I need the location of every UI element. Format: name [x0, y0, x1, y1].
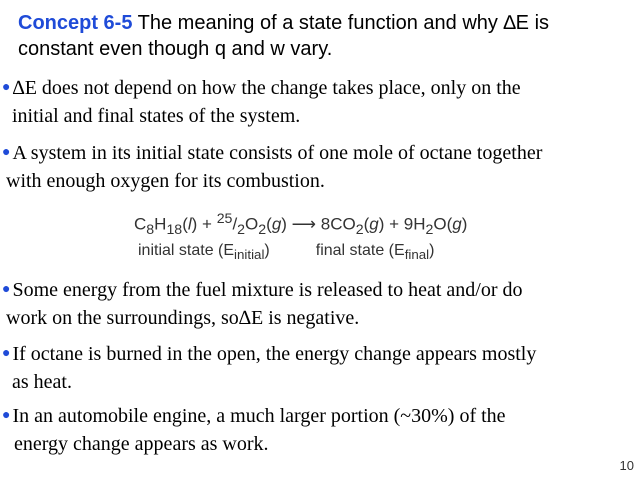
bullet-4 — [2, 340, 632, 396]
bullet-1-line1: ∆E does not depend on how the change takes place, only on the — [12, 77, 521, 99]
bullet-1-line2: initial and final states of the system. — [12, 105, 301, 127]
bullet-3-line1: Some energy from the fuel mixture is released to heat and/or do — [12, 279, 523, 301]
bullet-dot-icon: ● — [2, 80, 11, 95]
combustion-equation: $C_8H_{18}(l) + ^{25}/_2O_2(g)$ ⟶ $8CO_2(g) + 9H_2O(g)$ — [134, 211, 468, 239]
bullet-5 — [2, 402, 632, 458]
initial-state-label: initial state (E — [138, 242, 235, 259]
bullet-1 — [2, 74, 632, 130]
concept-label: Concept 6-5 — [18, 12, 133, 34]
bullet-dot-icon: ● — [2, 346, 11, 361]
title-text: The meaning of a state function and why ∆E is constant even though q and w vary. — [18, 12, 550, 60]
bullet-dot-icon: ● — [2, 145, 11, 160]
bullet-2 — [2, 139, 632, 195]
equation-state-labels: initial state $(E_{initial})$ final state $(E_{final})$ — [138, 242, 435, 263]
slide-title — [18, 10, 628, 62]
bullet-3-line2: work on the surroundings, so∆E is negative. — [6, 307, 360, 329]
bullet-2-line2: with enough oxygen for its combustion. — [6, 170, 325, 192]
bullet-4-line2: as heat. — [12, 371, 72, 393]
bullet-dot-icon: ● — [2, 408, 11, 423]
bullet-dot-icon: ● — [2, 282, 11, 297]
bullet-2-line1: A system in its initial state consists of one mole of octane together — [12, 142, 543, 164]
bullet-4-line1: If octane is burned in the open, the energy change appears mostly — [12, 343, 537, 365]
bullet-5-line1: In an automobile engine, a much larger portion (~30%) of the — [12, 405, 506, 427]
bullet-3 — [2, 276, 632, 332]
bullet-5-line2: energy change appears as work. — [14, 433, 269, 455]
slide-number: 10 — [619, 458, 634, 473]
final-state-label: final state (E — [315, 242, 405, 259]
